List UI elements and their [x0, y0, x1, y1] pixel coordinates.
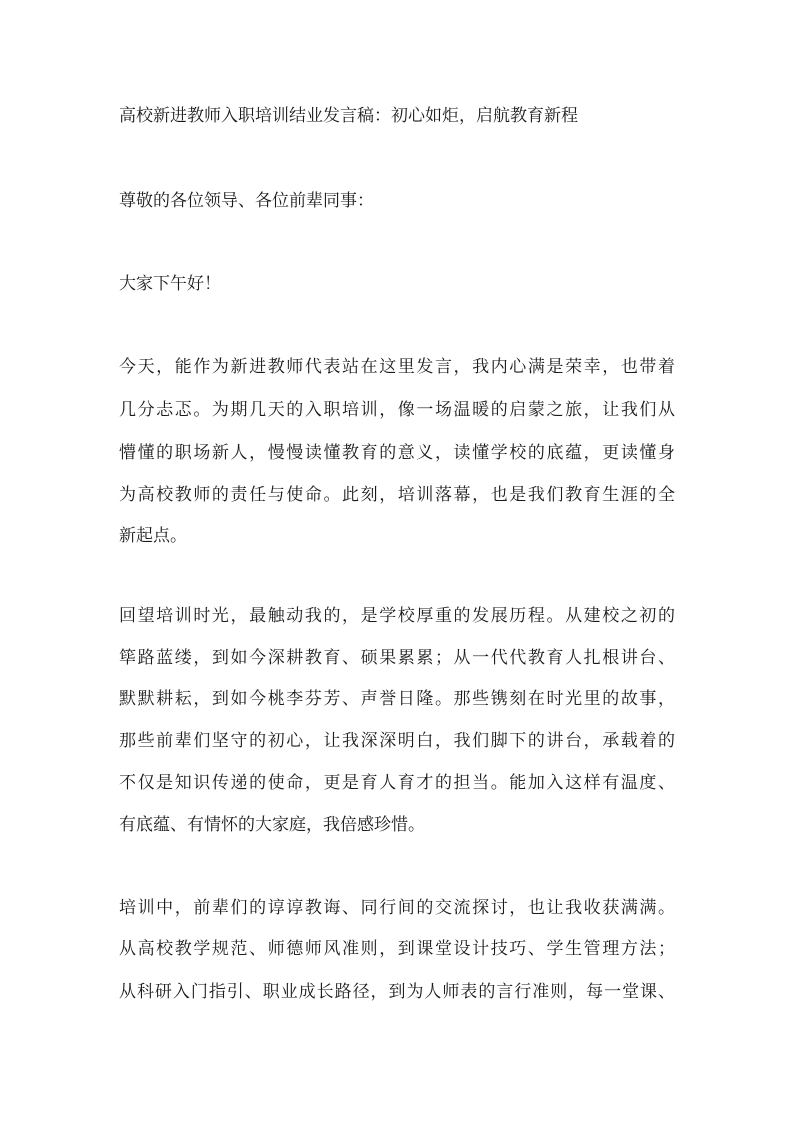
paragraph-line: 从科研入门指引、职业成长路径，到为人师表的言行准则，每一堂课、 — [119, 982, 675, 1002]
greeting: 大家下午好！ — [119, 274, 221, 294]
paragraph-line: 默默耕耘，到如今桃李芬芳、声誉日隆。那些镌刻在时光里的故事， — [119, 689, 675, 709]
paragraph-line: 那些前辈们坚守的初心，让我深深明白，我们脚下的讲台，承载着的 — [119, 731, 675, 751]
paragraph-line: 回望培训时光，最触动我的，是学校厚重的发展历程。从建校之初的 — [119, 606, 675, 626]
paragraph-line: 懵懂的职场新人，慢慢读懂教育的意义，读懂学校的底蕴，更读懂身 — [119, 443, 675, 463]
document-title: 高校新进教师入职培训结业发言稿：初心如炬，启航教育新程 — [119, 106, 578, 126]
salutation: 尊敬的各位领导、各位前辈同事： — [119, 191, 374, 211]
paragraph-line: 新起点。 — [119, 526, 187, 546]
paragraph-line: 培训中，前辈们的谆谆教诲、同行间的交流探讨，也让我收获满满。 — [119, 898, 675, 918]
paragraph-line: 筚路蓝缕，到如今深耕教育、硕果累累；从一代代教育人扎根讲台、 — [119, 648, 675, 668]
paragraph-line: 有底蕴、有情怀的大家庭，我倍感珍惜。 — [119, 815, 425, 835]
paragraph-line: 不仅是知识传递的使命，更是育人育才的担当。能加入这样有温度、 — [119, 773, 675, 793]
paragraph-line: 为高校教师的责任与使命。此刻，培训落幕，也是我们教育生涯的全 — [119, 485, 675, 505]
paragraph-line: 今天，能作为新进教师代表站在这里发言，我内心满是荣幸，也带着 — [119, 357, 675, 377]
paragraph-line: 几分忐忑。为期几天的入职培训，像一场温暖的启蒙之旅，让我们从 — [119, 400, 675, 420]
paragraph-line: 从高校教学规范、师德师风准则，到课堂设计技巧、学生管理方法； — [119, 939, 675, 959]
